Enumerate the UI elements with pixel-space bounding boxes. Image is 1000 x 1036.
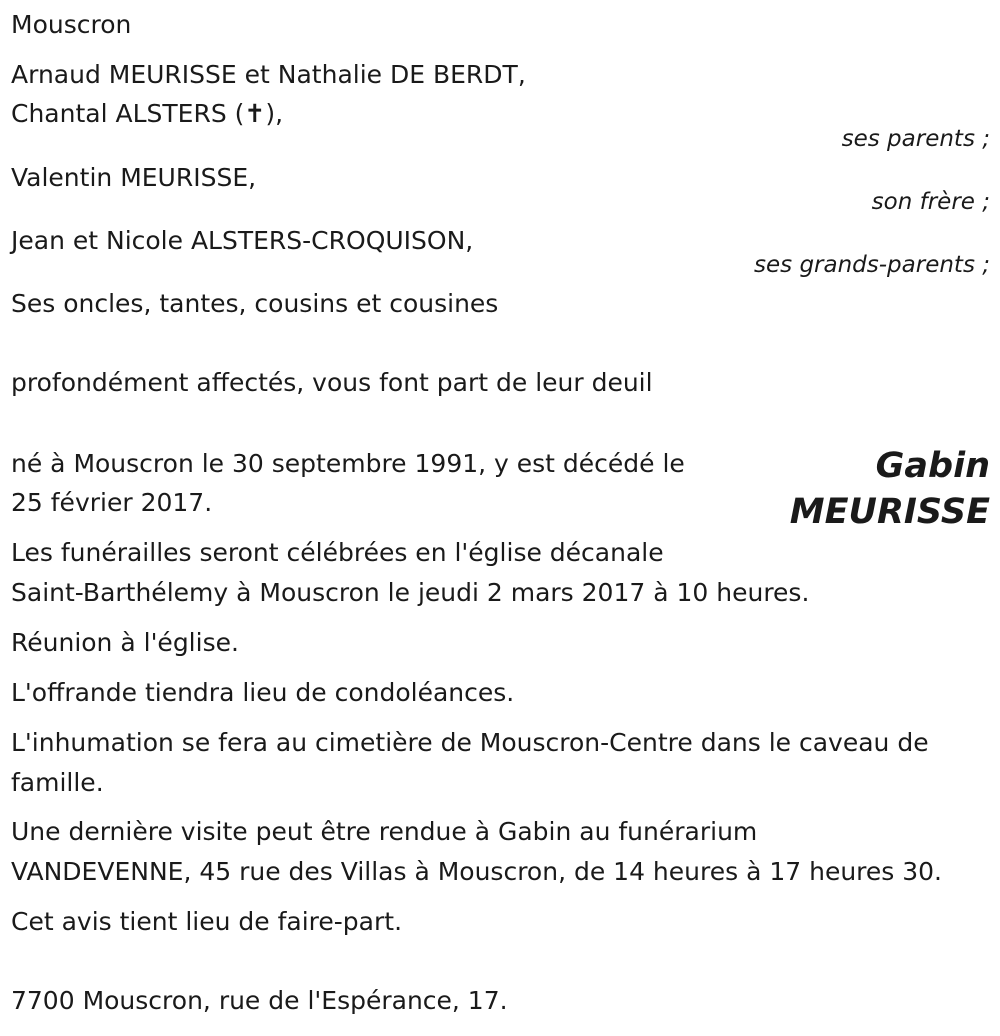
deceased-last-name: MEURISSE	[789, 492, 990, 532]
meeting: Réunion à l'église.	[11, 628, 239, 657]
announcement: profondément affectés, vous font part de leur deuil	[11, 368, 653, 397]
birth-death-line-1: né à Mouscron le 30 septembre 1991, y est décédé le	[11, 449, 685, 478]
grandparents-role: ses grands-parents ;	[754, 252, 990, 278]
funeral-line-1: Les funérailles seront célébrées en l'église décanale	[11, 538, 664, 567]
deceased-first-name: Gabin	[875, 446, 990, 486]
birth-death-line-2: 25 février 2017.	[11, 488, 213, 517]
brother-role: son frère ;	[871, 189, 990, 215]
visit-line-1: Une dernière visite peut être rendue à Gabin au funérarium	[11, 817, 758, 846]
extended-family: Ses oncles, tantes, cousins et cousines	[11, 289, 499, 318]
funeral-line-2: Saint-Barthélemy à Mouscron le jeudi 2 mars 2017 à 10 heures.	[11, 578, 810, 607]
parents-role: ses parents ;	[841, 126, 990, 152]
brother-line: Valentin MEURISSE,	[11, 163, 257, 192]
closing: Cet avis tient lieu de faire-part.	[11, 907, 403, 936]
address: 7700 Mouscron, rue de l'Espérance, 17.	[11, 986, 508, 1015]
grandparents-line: Jean et Nicole ALSTERS-CROQUISON,	[11, 226, 474, 255]
burial-line-1: L'inhumation se fera au cimetière de Mouscron-Centre dans le caveau de	[11, 728, 929, 757]
visit-line-2: VANDEVENNE, 45 rue des Villas à Mouscron, de 14 heures à 17 heures 30.	[11, 857, 943, 886]
parents-line-1: Arnaud MEURISSE et Nathalie DE BERDT,	[11, 60, 526, 89]
parents-line-2: Chantal ALSTERS (✝),	[11, 99, 284, 128]
burial-line-2: famille.	[11, 768, 104, 797]
offering: L'offrande tiendra lieu de condoléances.	[11, 678, 515, 707]
city: Mouscron	[11, 10, 132, 39]
